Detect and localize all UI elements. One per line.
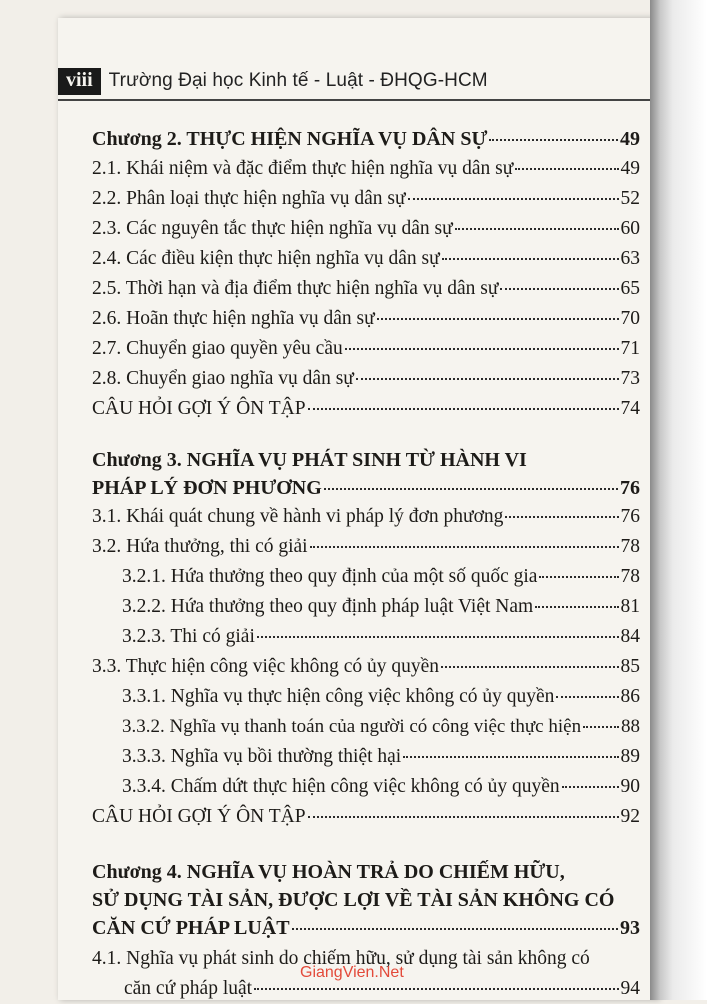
- spacer: [92, 832, 640, 858]
- toc-chapter-4: [92, 914, 640, 942]
- toc-title: 2.3. Các nguyên tắc thực hiện nghĩa vụ dân sự: [92, 218, 453, 239]
- toc-entry: [92, 214, 640, 244]
- toc-title: căn cứ pháp luật: [124, 978, 253, 999]
- toc-page: 78: [620, 566, 640, 587]
- toc-entry: [92, 184, 640, 214]
- toc-title: PHÁP LÝ ĐƠN PHƯƠNG: [92, 477, 322, 499]
- toc-page: 78: [620, 536, 640, 557]
- dot-leader: [310, 546, 619, 548]
- dot-leader: [292, 928, 618, 930]
- running-header: [58, 64, 650, 98]
- header-rule: [58, 99, 650, 101]
- dot-leader: [254, 988, 618, 990]
- toc-page: 52: [620, 188, 640, 209]
- toc-page: 93: [620, 917, 640, 939]
- toc-title: 3.1. Khái quát chung về hành vi pháp lý đơn phương: [92, 506, 504, 527]
- dot-leader: [535, 606, 618, 608]
- dot-leader: [308, 408, 619, 410]
- toc-page: 76: [620, 477, 640, 499]
- toc-title: 3.3.2. Nghĩa vụ thanh toán của người có công việc thực hiện: [122, 716, 582, 737]
- toc-title: 3.2. Hứa thưởng, thi có giải: [92, 536, 308, 557]
- toc-entry: [92, 502, 640, 532]
- dot-leader: [515, 168, 618, 170]
- dot-leader: [562, 786, 619, 788]
- dot-leader: [345, 348, 619, 350]
- toc-page: 63: [620, 248, 640, 269]
- toc-page: 81: [620, 596, 640, 617]
- dot-leader: [257, 636, 619, 638]
- toc-page: 89: [620, 746, 640, 767]
- toc-page: 71: [620, 338, 640, 359]
- toc-entry: [92, 682, 640, 712]
- toc-title: 4.1. Nghĩa vụ phát sinh do chiếm hữu, sử dụng tài sản không có: [92, 948, 590, 969]
- toc-title: 2.6. Hoãn thực hiện nghĩa vụ dân sự: [92, 308, 375, 329]
- toc-title: CÂU HỎI GỢI Ý ÔN TẬP: [92, 806, 306, 827]
- toc-entry: [92, 334, 640, 364]
- dot-leader: [583, 726, 619, 728]
- toc-page: 92: [620, 806, 640, 827]
- spacer: [92, 424, 640, 446]
- toc-title: 3.3. Thực hiện công việc không có ủy quyền: [92, 656, 440, 677]
- toc-title: 3.3.4. Chấm dứt thực hiện công việc không có ủy quyền: [122, 776, 560, 797]
- toc-title: 2.7. Chuyển giao quyền yêu cầu: [92, 338, 343, 359]
- toc-page: 85: [620, 656, 640, 677]
- toc-page: 84: [620, 626, 640, 647]
- toc-entry: [92, 562, 640, 592]
- table-of-contents: [92, 124, 640, 1004]
- page-number: viii: [58, 68, 101, 95]
- toc-title: CĂN CỨ PHÁP LUẬT: [92, 917, 290, 939]
- toc-entry: [92, 772, 640, 802]
- toc-page: 60: [620, 218, 640, 239]
- toc-entry: [92, 274, 640, 304]
- toc-entry: [92, 742, 640, 772]
- toc-chapter-3: [92, 474, 640, 502]
- toc-page: 94: [620, 978, 640, 999]
- toc-entry: [92, 802, 640, 832]
- dot-leader: [489, 139, 618, 141]
- toc-title: 3.2.2. Hứa thưởng theo quy định pháp luật Việt Nam: [122, 596, 534, 617]
- dot-leader: [539, 576, 618, 578]
- toc-title: 2.1. Khái niệm và đặc điểm thực hiện nghĩa vụ dân sự: [92, 158, 514, 179]
- toc-entry: [92, 532, 640, 562]
- toc-page: 70: [620, 308, 640, 329]
- toc-entry: [92, 304, 640, 334]
- toc-title: 2.8. Chuyển giao nghĩa vụ dân sự: [92, 368, 354, 389]
- toc-page: 74: [620, 398, 640, 419]
- toc-chapter-3-items: [92, 502, 640, 832]
- toc-page: 86: [620, 686, 640, 707]
- toc-title: 3.3.1. Nghĩa vụ thực hiện công việc không có ủy quyền: [122, 686, 555, 707]
- toc-entry: [92, 652, 640, 682]
- toc-title: 3.2.3. Thi có giải: [122, 626, 255, 647]
- dot-leader: [324, 488, 618, 490]
- header-title: Trường Đại học Kinh tế - Luật - ĐHQG-HCM: [108, 70, 488, 91]
- toc-page: 76: [620, 506, 640, 527]
- toc-page: 90: [620, 776, 640, 797]
- dot-leader: [441, 666, 618, 668]
- dot-leader: [403, 756, 618, 758]
- dot-leader: [556, 696, 618, 698]
- dot-leader: [455, 228, 619, 230]
- dot-leader: [500, 288, 618, 290]
- toc-chapter-2-items: [92, 154, 640, 424]
- toc-entry: [92, 244, 640, 274]
- toc-title: 2.2. Phân loại thực hiện nghĩa vụ dân sự: [92, 188, 406, 209]
- toc-chapter-2: [92, 124, 640, 154]
- dot-leader: [308, 816, 619, 818]
- dot-leader: [356, 378, 619, 380]
- toc-entry: [92, 712, 640, 742]
- dot-leader: [408, 198, 619, 200]
- toc-entry: [92, 394, 640, 424]
- toc-chapter-3-line1: Chương 3. NGHĨA VỤ PHÁT SINH TỪ HÀNH VI: [92, 449, 527, 471]
- toc-chapter-4-line2: SỬ DỤNG TÀI SẢN, ĐƯỢC LỢI VỀ TÀI SẢN KHÔNG CÓ: [92, 889, 615, 911]
- toc-title: 3.3.3. Nghĩa vụ bồi thường thiệt hại: [122, 746, 402, 767]
- toc-title: 2.4. Các điều kiện thực hiện nghĩa vụ dân sự: [92, 248, 440, 269]
- book-spine-shadow: [650, 0, 707, 1000]
- toc-title: CÂU HỎI GỢI Ý ÔN TẬP: [92, 398, 306, 419]
- toc-page: 88: [621, 716, 640, 737]
- toc-entry: [92, 592, 640, 622]
- dot-leader: [442, 258, 619, 260]
- toc-page: 65: [620, 278, 640, 299]
- dot-leader: [377, 318, 619, 320]
- toc-title: 3.2.1. Hứa thưởng theo quy định của một số quốc gia: [122, 566, 538, 587]
- toc-page: 49: [620, 158, 640, 179]
- toc-chapter-4-line1: Chương 4. NGHĨA VỤ HOÀN TRẢ DO CHIẾM HỮU,: [92, 861, 565, 883]
- toc-entry: [92, 364, 640, 394]
- toc-entry: [92, 154, 640, 184]
- toc-title: Chương 2. THỰC HIỆN NGHĨA VỤ DÂN SỰ: [92, 128, 488, 150]
- toc-entry: [92, 622, 640, 652]
- toc-page: 49: [620, 128, 640, 150]
- toc-title: 2.5. Thời hạn và địa điểm thực hiện nghĩa vụ dân sự: [92, 278, 499, 299]
- dot-leader: [505, 516, 618, 518]
- watermark: GiangVien.Net: [300, 964, 404, 981]
- toc-page: 73: [620, 368, 640, 389]
